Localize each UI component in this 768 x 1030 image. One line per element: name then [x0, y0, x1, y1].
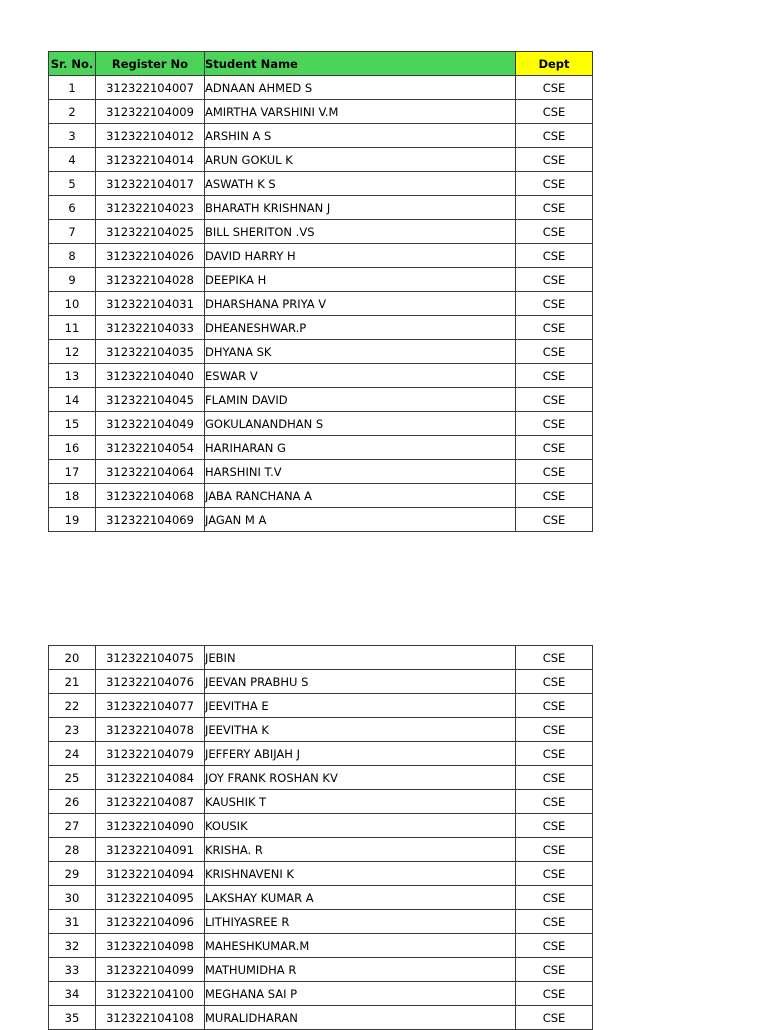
dept-cell: CSE: [516, 316, 593, 340]
sr-no-cell: 19: [49, 508, 96, 532]
sr-no-cell: 5: [49, 172, 96, 196]
student-name-cell: JEFFERY ABIJAH J: [205, 742, 516, 766]
table-row: [49, 76, 593, 100]
dept-cell: CSE: [516, 340, 593, 364]
register-no-cell: 312322104091: [96, 838, 205, 862]
student-name-cell: GOKULANANDHAN S: [205, 412, 516, 436]
register-no-cell: 312322104079: [96, 742, 205, 766]
header-student-name: Student Name: [205, 52, 516, 76]
student-name-cell: KRISHNAVENI K: [205, 862, 516, 886]
sr-no-cell: 29: [49, 862, 96, 886]
sr-no-cell: 31: [49, 910, 96, 934]
register-no-cell: 312322104033: [96, 316, 205, 340]
register-no-cell: 312322104069: [96, 508, 205, 532]
student-name-cell: ESWAR V: [205, 364, 516, 388]
table-row: [49, 292, 593, 316]
student-name-cell: JEEVITHA E: [205, 694, 516, 718]
dept-cell: CSE: [516, 886, 593, 910]
sr-no-cell: 3: [49, 124, 96, 148]
dept-cell: CSE: [516, 958, 593, 982]
student-table-2: [48, 645, 593, 1030]
student-name-cell: JEEVAN PRABHU S: [205, 670, 516, 694]
dept-cell: CSE: [516, 484, 593, 508]
table-row: [49, 172, 593, 196]
sr-no-cell: 22: [49, 694, 96, 718]
table-row: [49, 670, 593, 694]
register-no-cell: 312322104025: [96, 220, 205, 244]
student-name-cell: DHEANESHWAR.P: [205, 316, 516, 340]
student-name-cell: MEGHANA SAI P: [205, 982, 516, 1006]
table-row: [49, 124, 593, 148]
student-name-cell: KOUSIK: [205, 814, 516, 838]
student-name-cell: ARSHIN A S: [205, 124, 516, 148]
table-row: [49, 340, 593, 364]
student-name-cell: FLAMIN DAVID: [205, 388, 516, 412]
table-row: [49, 196, 593, 220]
table-row: [49, 982, 593, 1006]
register-no-cell: 312322104099: [96, 958, 205, 982]
dept-cell: CSE: [516, 220, 593, 244]
student-name-cell: ADNAAN AHMED S: [205, 76, 516, 100]
table-row: [49, 766, 593, 790]
register-no-cell: 312322104084: [96, 766, 205, 790]
register-no-cell: 312322104035: [96, 340, 205, 364]
register-no-cell: 312322104007: [96, 76, 205, 100]
dept-cell: CSE: [516, 1006, 593, 1030]
sr-no-cell: 23: [49, 718, 96, 742]
table-row: [49, 388, 593, 412]
register-no-cell: 312322104075: [96, 646, 205, 670]
student-name-cell: MATHUMIDHA R: [205, 958, 516, 982]
table-row: [49, 934, 593, 958]
student-name-cell: LAKSHAY KUMAR A: [205, 886, 516, 910]
table-row: [49, 316, 593, 340]
register-no-cell: 312322104068: [96, 484, 205, 508]
sr-no-cell: 33: [49, 958, 96, 982]
sr-no-cell: 27: [49, 814, 96, 838]
sr-no-cell: 4: [49, 148, 96, 172]
table-row: [49, 718, 593, 742]
dept-cell: CSE: [516, 292, 593, 316]
dept-cell: CSE: [516, 460, 593, 484]
register-no-cell: 312322104087: [96, 790, 205, 814]
student-name-cell: HARIHARAN G: [205, 436, 516, 460]
table-row: [49, 364, 593, 388]
header-sr-no: Sr. No.: [49, 52, 96, 76]
table-row: [49, 814, 593, 838]
table-row: [49, 742, 593, 766]
student-name-cell: JABA RANCHANA A: [205, 484, 516, 508]
sr-no-cell: 18: [49, 484, 96, 508]
register-no-cell: 312322104009: [96, 100, 205, 124]
dept-cell: CSE: [516, 148, 593, 172]
student-name-cell: MURALIDHARAN: [205, 1006, 516, 1030]
dept-cell: CSE: [516, 364, 593, 388]
table-row: [49, 1006, 593, 1030]
student-name-cell: KRISHA. R: [205, 838, 516, 862]
register-no-cell: 312322104023: [96, 196, 205, 220]
student-name-cell: DAVID HARRY H: [205, 244, 516, 268]
register-no-cell: 312322104078: [96, 718, 205, 742]
dept-cell: CSE: [516, 910, 593, 934]
table-row: [49, 862, 593, 886]
table-row: [49, 694, 593, 718]
dept-cell: CSE: [516, 718, 593, 742]
dept-cell: CSE: [516, 76, 593, 100]
student-name-cell: JOY FRANK ROSHAN KV: [205, 766, 516, 790]
sr-no-cell: 26: [49, 790, 96, 814]
dept-cell: CSE: [516, 814, 593, 838]
student-name-cell: MAHESHKUMAR.M: [205, 934, 516, 958]
student-name-cell: KAUSHIK T: [205, 790, 516, 814]
table-row: [49, 148, 593, 172]
student-name-cell: ARUN GOKUL K: [205, 148, 516, 172]
register-no-cell: 312322104064: [96, 460, 205, 484]
dept-cell: CSE: [516, 838, 593, 862]
dept-cell: CSE: [516, 436, 593, 460]
register-no-cell: 312322104028: [96, 268, 205, 292]
dept-cell: CSE: [516, 982, 593, 1006]
table-row: [49, 508, 593, 532]
student-name-cell: HARSHINI T.V: [205, 460, 516, 484]
sr-no-cell: 6: [49, 196, 96, 220]
student-name-cell: JAGAN M A: [205, 508, 516, 532]
dept-cell: CSE: [516, 934, 593, 958]
register-no-cell: 312322104054: [96, 436, 205, 460]
student-name-cell: JEEVITHA K: [205, 718, 516, 742]
sr-no-cell: 24: [49, 742, 96, 766]
register-no-cell: 312322104076: [96, 670, 205, 694]
dept-cell: CSE: [516, 412, 593, 436]
sr-no-cell: 20: [49, 646, 96, 670]
register-no-cell: 312322104090: [96, 814, 205, 838]
register-no-cell: 312322104094: [96, 862, 205, 886]
table-row: [49, 790, 593, 814]
table-row: [49, 268, 593, 292]
student-name-cell: LITHIYASREE R: [205, 910, 516, 934]
table-row: [49, 220, 593, 244]
sr-no-cell: 17: [49, 460, 96, 484]
register-no-cell: 312322104014: [96, 148, 205, 172]
student-name-cell: ASWATH K S: [205, 172, 516, 196]
table-row: [49, 886, 593, 910]
register-no-cell: 312322104095: [96, 886, 205, 910]
header-dept: Dept: [516, 52, 593, 76]
register-no-cell: 312322104012: [96, 124, 205, 148]
student-name-cell: DEEPIKA H: [205, 268, 516, 292]
register-no-cell: 312322104026: [96, 244, 205, 268]
student-name-cell: DHARSHANA PRIYA V: [205, 292, 516, 316]
sr-no-cell: 28: [49, 838, 96, 862]
sr-no-cell: 9: [49, 268, 96, 292]
student-name-cell: BHARATH KRISHNAN J: [205, 196, 516, 220]
dept-cell: CSE: [516, 790, 593, 814]
table-row: [49, 910, 593, 934]
sr-no-cell: 12: [49, 340, 96, 364]
register-no-cell: 312322104040: [96, 364, 205, 388]
sr-no-cell: 8: [49, 244, 96, 268]
sr-no-cell: 1: [49, 76, 96, 100]
sr-no-cell: 32: [49, 934, 96, 958]
register-no-cell: 312322104017: [96, 172, 205, 196]
student-name-cell: BILL SHERITON .VS: [205, 220, 516, 244]
dept-cell: CSE: [516, 124, 593, 148]
dept-cell: CSE: [516, 508, 593, 532]
dept-cell: CSE: [516, 742, 593, 766]
table-row: [49, 484, 593, 508]
sr-no-cell: 10: [49, 292, 96, 316]
dept-cell: CSE: [516, 268, 593, 292]
sr-no-cell: 14: [49, 388, 96, 412]
sr-no-cell: 15: [49, 412, 96, 436]
register-no-cell: 312322104108: [96, 1006, 205, 1030]
sr-no-cell: 11: [49, 316, 96, 340]
student-name-cell: JEBIN: [205, 646, 516, 670]
dept-cell: CSE: [516, 196, 593, 220]
sr-no-cell: 21: [49, 670, 96, 694]
sr-no-cell: 7: [49, 220, 96, 244]
header-register-no: Register No: [96, 52, 205, 76]
register-no-cell: 312322104100: [96, 982, 205, 1006]
table-row: [49, 646, 593, 670]
register-no-cell: 312322104049: [96, 412, 205, 436]
register-no-cell: 312322104096: [96, 910, 205, 934]
sr-no-cell: 35: [49, 1006, 96, 1030]
table-row: [49, 244, 593, 268]
header-row: [49, 52, 593, 76]
dept-cell: CSE: [516, 862, 593, 886]
dept-cell: CSE: [516, 670, 593, 694]
student-name-cell: DHYANA SK: [205, 340, 516, 364]
table-row: [49, 100, 593, 124]
sr-no-cell: 16: [49, 436, 96, 460]
sr-no-cell: 30: [49, 886, 96, 910]
register-no-cell: 312322104077: [96, 694, 205, 718]
register-no-cell: 312322104045: [96, 388, 205, 412]
dept-cell: CSE: [516, 388, 593, 412]
dept-cell: CSE: [516, 694, 593, 718]
dept-cell: CSE: [516, 646, 593, 670]
register-no-cell: 312322104098: [96, 934, 205, 958]
sr-no-cell: 34: [49, 982, 96, 1006]
dept-cell: CSE: [516, 172, 593, 196]
table-row: [49, 460, 593, 484]
dept-cell: CSE: [516, 100, 593, 124]
student-table-1: [48, 51, 593, 532]
table-row: [49, 958, 593, 982]
dept-cell: CSE: [516, 766, 593, 790]
student-name-cell: AMIRTHA VARSHINI V.M: [205, 100, 516, 124]
table-row: [49, 838, 593, 862]
register-no-cell: 312322104031: [96, 292, 205, 316]
sr-no-cell: 13: [49, 364, 96, 388]
sr-no-cell: 2: [49, 100, 96, 124]
table-row: [49, 436, 593, 460]
dept-cell: CSE: [516, 244, 593, 268]
table-row: [49, 412, 593, 436]
sr-no-cell: 25: [49, 766, 96, 790]
